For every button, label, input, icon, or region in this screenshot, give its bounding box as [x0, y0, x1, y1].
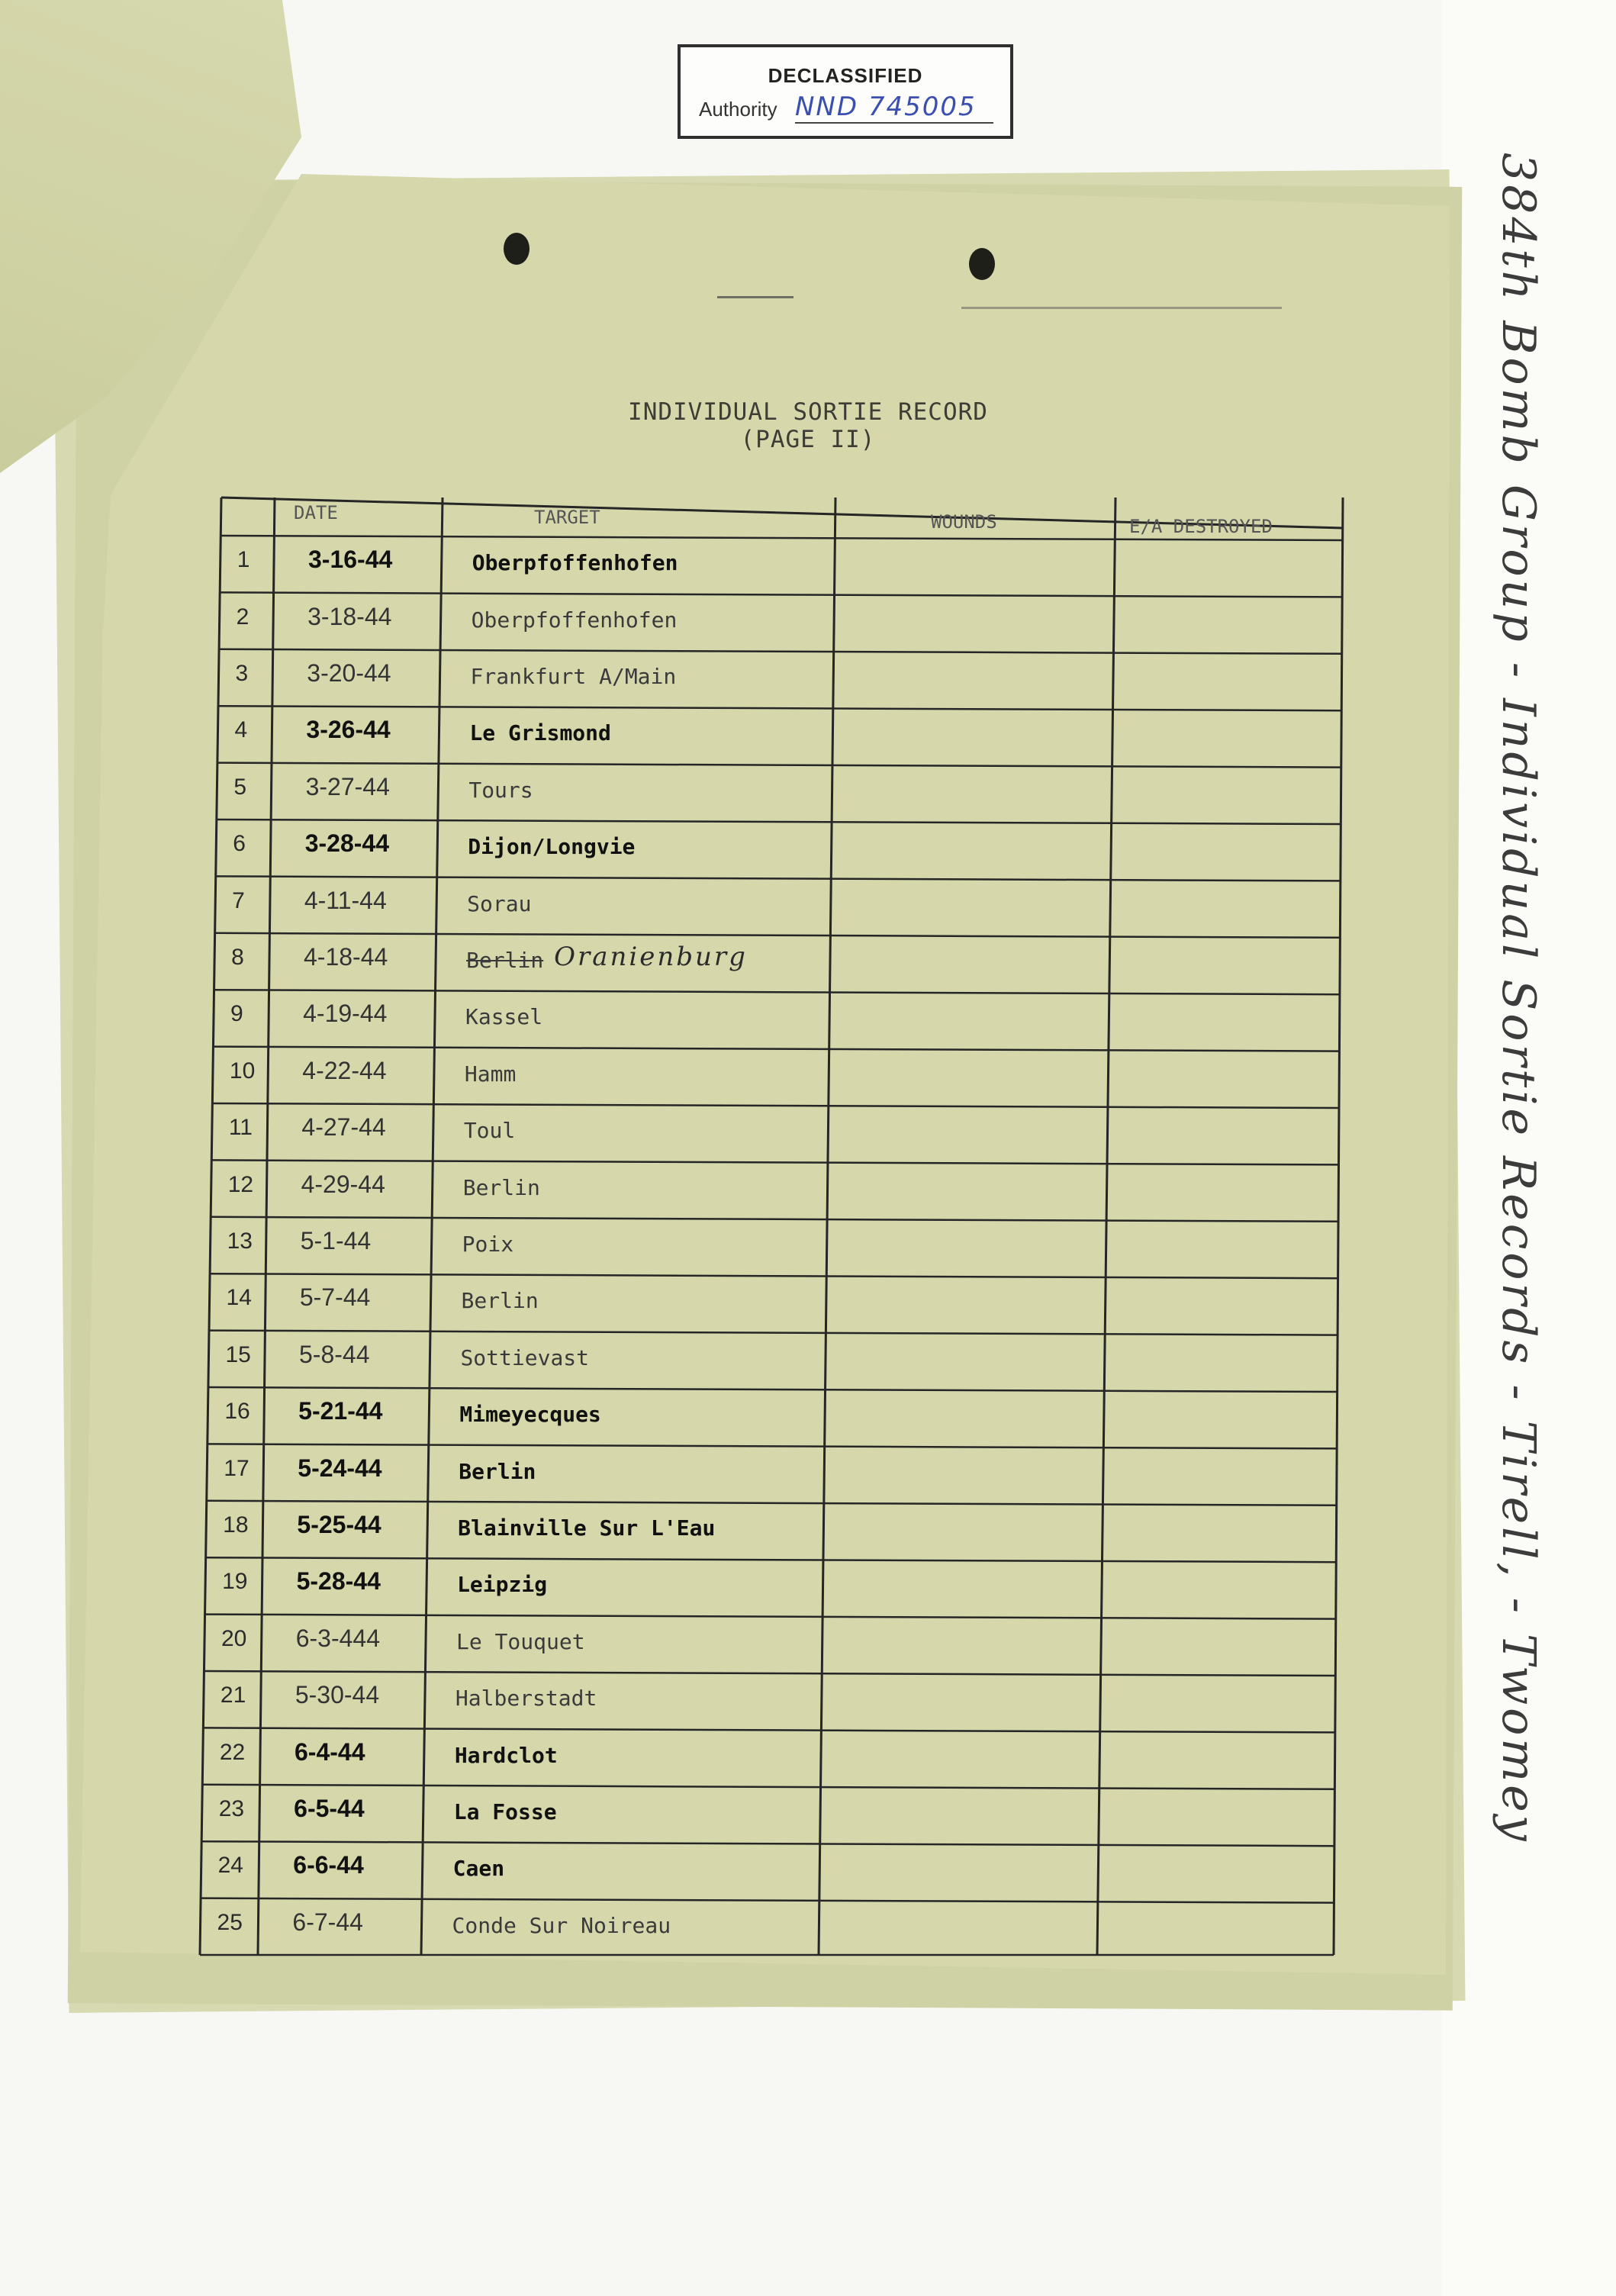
row-number: 14	[226, 1285, 252, 1311]
row-number: 16	[224, 1399, 250, 1425]
sortie-date: 3-28-44	[304, 829, 389, 858]
sortie-date: 5-25-44	[297, 1511, 381, 1538]
sortie-target: Dijon/Longvie	[468, 834, 636, 860]
sortie-date: 4-19-44	[303, 1000, 388, 1028]
sortie-target: Le Touquet	[456, 1628, 585, 1654]
row-number: 24	[217, 1853, 243, 1879]
row-number: 1	[237, 547, 250, 573]
sortie-target: Hamm	[464, 1061, 517, 1087]
sortie-date: 3-18-44	[307, 602, 392, 630]
sortie-target: Blainville Sur L'Eau	[458, 1515, 716, 1541]
sortie-date: 5-24-44	[298, 1454, 382, 1482]
stamp-authority-value: NND 745005	[795, 92, 993, 124]
sortie-target: Halberstadt	[455, 1686, 597, 1712]
column-header: TARGET	[534, 507, 600, 528]
sortie-target: Caen	[452, 1856, 505, 1882]
sortie-date: 4-11-44	[304, 886, 387, 914]
sortie-target: Conde Sur Noireau	[452, 1912, 671, 1938]
row-number: 22	[219, 1739, 246, 1765]
sortie-target: La Fosse	[453, 1799, 557, 1824]
sortie-date: 6-5-44	[294, 1795, 365, 1822]
sortie-target: Mimeyecques	[459, 1402, 601, 1428]
row-number: 8	[231, 945, 244, 970]
row-number: 23	[218, 1796, 245, 1821]
sortie-target: Sottievast	[460, 1344, 590, 1370]
row-number: 11	[228, 1115, 253, 1141]
sortie-date: 6-7-44	[292, 1908, 363, 1936]
sortie-date: 6-4-44	[294, 1737, 365, 1766]
sortie-target: Frankfurt A/Main	[470, 664, 677, 689]
sortie-target: Hardclot	[454, 1742, 558, 1768]
sortie-target: Le Grismond	[469, 720, 611, 746]
handwritten-target-correction: Oranienburg	[554, 942, 748, 972]
sortie-date: 3-26-44	[306, 716, 391, 744]
sortie-date: 5-28-44	[296, 1567, 381, 1596]
row-number: 2	[236, 604, 249, 630]
column-header: DATE	[294, 502, 338, 523]
sortie-target: Leipzig	[457, 1572, 548, 1598]
side-note-text: 384th Bomb Group - Individual Sortie Records - Tirell, - Twomey	[1492, 153, 1545, 1844]
sortie-date: 4-29-44	[301, 1170, 385, 1198]
sortie-date: 3-16-44	[307, 546, 393, 574]
row-number: 6	[233, 831, 246, 857]
sortie-date: 5-30-44	[295, 1681, 380, 1709]
sortie-target: Toul	[463, 1118, 516, 1144]
sortie-date: 4-22-44	[302, 1056, 387, 1084]
sortie-target: Sorau	[467, 890, 532, 916]
column-header: WOUNDS	[931, 511, 997, 533]
sortie-date: 5-21-44	[298, 1397, 383, 1425]
sortie-date: 5-1-44	[300, 1227, 372, 1254]
row-number: 18	[223, 1512, 249, 1538]
row-number: 12	[227, 1171, 254, 1197]
row-number: 7	[232, 887, 245, 913]
stamp-authority-label: Authority	[699, 98, 777, 121]
sortie-date: 5-8-44	[298, 1340, 370, 1368]
row-number: 20	[221, 1625, 247, 1651]
row-number: 3	[235, 661, 249, 686]
row-number: 4	[234, 717, 248, 743]
sortie-date: 6-3-444	[295, 1624, 380, 1652]
row-number: 15	[225, 1341, 251, 1367]
sortie-date: 3-20-44	[307, 659, 391, 687]
stamp-title: DECLASSIFIED	[768, 64, 923, 87]
column-header: E/A DESTROYED	[1129, 516, 1273, 537]
sortie-target: Berlin	[459, 1458, 536, 1484]
sortie-date: 3-27-44	[305, 772, 390, 800]
sortie-target: Oberpfoffenhofen	[472, 550, 678, 576]
sortie-target: Poix	[462, 1232, 514, 1257]
row-number: 21	[220, 1683, 246, 1708]
row-number: 19	[222, 1569, 248, 1595]
sortie-date: 4-18-44	[303, 943, 388, 971]
sortie-target: Kassel	[465, 1004, 543, 1030]
sortie-target: Tours	[468, 777, 533, 803]
row-number: 9	[230, 1001, 243, 1027]
sortie-date: 5-7-44	[299, 1283, 371, 1312]
sortie-date: 4-27-44	[301, 1113, 386, 1142]
row-number: 25	[217, 1909, 243, 1935]
row-number: 10	[229, 1058, 256, 1084]
sortie-target: Oberpfoffenhofen	[471, 607, 678, 633]
row-number: 13	[227, 1229, 253, 1254]
row-number: 17	[224, 1455, 249, 1481]
sortie-target: Berlin	[466, 948, 544, 973]
document-subtitle: (PAGE II)	[740, 426, 876, 453]
document-title: INDIVIDUAL SORTIE RECORD	[628, 398, 988, 426]
sortie-target: Berlin	[461, 1288, 539, 1314]
sortie-date: 6-6-44	[293, 1851, 364, 1879]
sortie-target: Berlin	[462, 1174, 540, 1200]
row-number: 5	[233, 774, 247, 800]
